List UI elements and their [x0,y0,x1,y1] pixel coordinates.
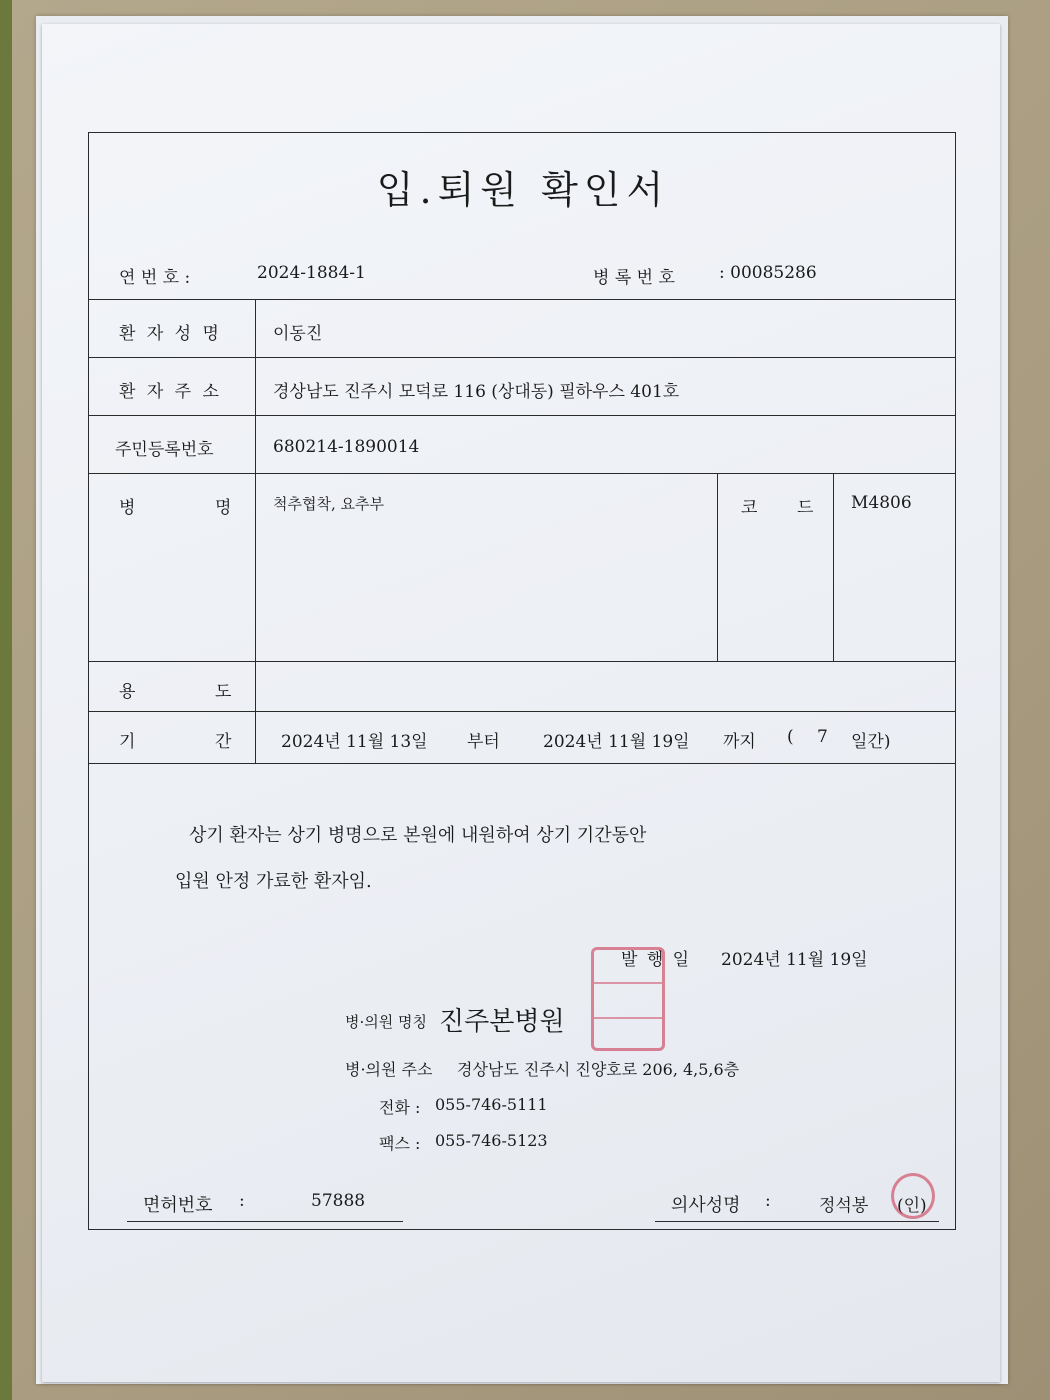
license-number-label: 면허번호 [143,1195,213,1215]
doctor-name-colon: : [765,1191,771,1211]
period-label-first: 기 [119,732,136,752]
code-label-divider [717,473,718,661]
document-title: 입.퇴원 확인서 [376,168,670,212]
hospital-name-value: 진주본병원 [439,1007,565,1037]
period-from-suffix: 부터 [467,732,500,752]
hospital-phone-label: 전화 : [379,1098,421,1117]
hospital-fax-label: 팩스 : [379,1134,421,1153]
code-label-first: 코 [741,498,758,518]
period-to-date: 2024년 11월 19일 [543,732,690,752]
serial-value: 2024-1884-1 [257,263,366,283]
table-edge [0,0,12,1400]
record-number-label: 병 록 번 호 [593,268,675,288]
doctor-seal-mark: (인) [897,1196,927,1216]
doctor-underline [655,1221,939,1222]
resident-id-label: 주민등록번호 [115,440,214,460]
period-paren-open: ( [787,727,794,747]
purpose-label-second: 도 [215,682,232,702]
record-number-value: : 00085286 [719,263,817,283]
disease-label-second: 명 [215,498,232,518]
patient-name-label: 환 자 성 명 [119,324,222,344]
hospital-fax-value: 055-746-5123 [435,1131,548,1150]
label-column-divider [255,299,256,763]
grid-line [89,299,955,300]
disease-code-value: M4806 [851,493,912,513]
disease-label-first: 병 [119,498,136,518]
hospital-name-label: 병·의원 명칭 [345,1013,427,1031]
patient-address-value: 경상남도 진주시 모덕로 116 (상대동) 필하우스 401호 [273,382,680,402]
confirmation-form [88,132,956,1230]
code-label-second: 드 [797,498,814,518]
period-to-suffix: 까지 [723,732,756,752]
document-sheet [42,24,1000,1382]
grid-line [89,711,955,712]
statement-line-1: 상기 환자는 상기 병명으로 본원에 내원하여 상기 기간동안 [189,825,647,846]
patient-address-label: 환 자 주 소 [119,382,222,402]
grid-line [89,661,955,662]
doctor-name-value: 정석봉 [819,1196,869,1216]
disease-value: 척추협착, 요추부 [273,495,384,513]
grid-line [89,415,955,416]
hospital-address-value: 경상남도 진주시 진양호로 206, 4,5,6층 [457,1060,740,1079]
period-label-second: 간 [215,732,232,752]
hospital-address-label: 병·의원 주소 [345,1060,433,1079]
issue-date-value: 2024년 11월 19일 [721,950,868,970]
period-from-date: 2024년 11월 13일 [281,732,428,752]
doctor-seal-stamp [891,1173,935,1219]
code-value-divider [833,473,834,661]
license-underline [127,1221,403,1222]
purpose-label-first: 용 [119,682,136,702]
patient-name-value: 이동진 [273,324,323,344]
period-days-value: 7 [817,727,828,747]
hospital-phone-value: 055-746-5111 [435,1095,548,1114]
serial-label: 연 번 호 : [119,268,191,288]
period-days-suffix: 일간) [851,732,891,752]
license-number-value: 57888 [311,1191,366,1211]
license-number-colon: : [239,1191,245,1211]
issue-date-label: 발 행 일 [621,950,692,970]
doctor-name-label: 의사성명 [671,1195,741,1215]
resident-id-value: 680214-1890014 [273,437,420,457]
grid-line [89,473,955,474]
grid-line [89,763,955,764]
grid-line [89,357,955,358]
statement-line-2: 입원 안정 가료한 환자임. [175,871,372,892]
